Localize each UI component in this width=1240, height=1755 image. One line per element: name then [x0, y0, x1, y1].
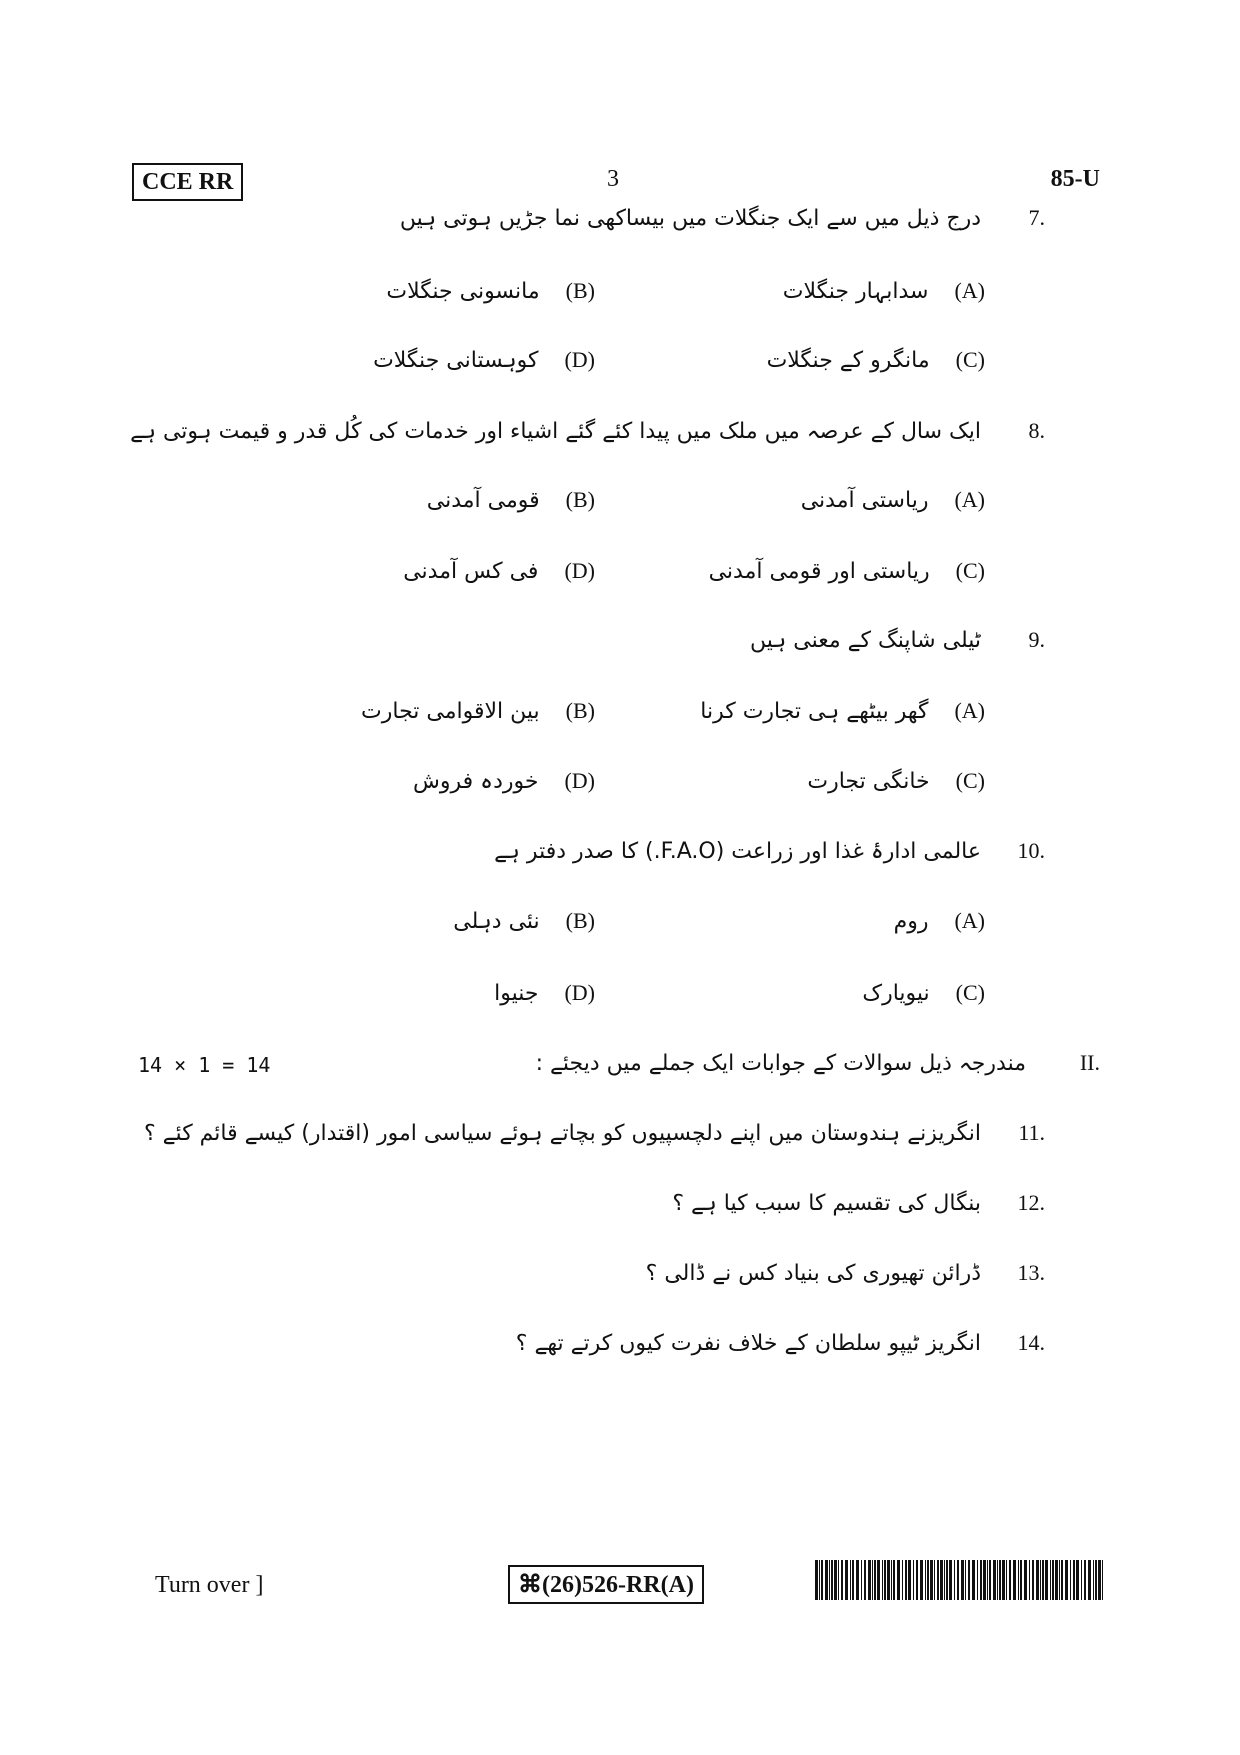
option-label: (C) [955, 347, 985, 372]
option-text: ریاستی آمدنی [800, 488, 929, 513]
option-text: فی کس آمدنی [403, 559, 539, 584]
option-label: (D) [564, 980, 595, 1005]
option-label: (A) [954, 908, 985, 933]
option-b [386, 278, 595, 304]
option-b [453, 908, 595, 934]
option-c [709, 558, 985, 584]
option-label: (D) [564, 558, 595, 583]
question-14 [516, 1330, 1045, 1356]
option-label: (A) [954, 698, 985, 723]
question-text: انگریز ٹیپو سلطان کے خلاف نفرت کیوں کرتے تھے ؟ [515, 1331, 981, 1356]
question-number: 13. [1017, 1260, 1045, 1285]
option-text: قومی آمدنی [426, 488, 540, 513]
option-label: (C) [955, 768, 985, 793]
question-number: 12. [1017, 1190, 1045, 1215]
option-label: (C) [955, 558, 985, 583]
option-b [427, 487, 595, 513]
option-a [801, 487, 985, 513]
question-text: ایک سال کے عرصہ میں ملک میں پیدا کئے گئے اشیاء اور خدمات کی کُل قدر و قیمت ہوتی ہے [130, 419, 981, 444]
option-text: نئی دہلی [453, 909, 540, 934]
question-8 [130, 418, 1045, 444]
option-text: مانگرو کے جنگلات [766, 348, 930, 373]
exam-code-box: CCE RR [132, 163, 243, 201]
question-number: 14. [1017, 1330, 1045, 1355]
paper-code: 85-U [1050, 166, 1100, 192]
turn-over-text: Turn over ] [155, 1572, 264, 1598]
question-number: 10. [1017, 838, 1045, 863]
question-text: درج ذیل میں سے ایک جنگلات میں بیساکھی نما جڑیں ہوتی ہیں [399, 206, 981, 231]
option-text: گھر بیٹھے ہی تجارت کرنا [700, 699, 929, 724]
option-text: کوہستانی جنگلات [373, 348, 539, 373]
option-text: سدابہار جنگلات [782, 279, 929, 304]
question-13 [646, 1260, 1045, 1286]
question-9 [750, 627, 1045, 653]
option-label: (D) [564, 347, 595, 372]
section-instruction: مندرجہ ذیل سوالات کے جوابات ایک جملے میں دیجئے : [535, 1051, 1026, 1076]
option-a [894, 908, 985, 934]
question-text: بنگال کی تقسیم کا سبب کیا ہے ؟ [672, 1191, 981, 1216]
option-text: خوردہ فروش [413, 769, 539, 794]
question-10 [494, 838, 1045, 864]
question-7 [400, 205, 1045, 231]
option-label: (C) [955, 980, 985, 1005]
option-label: (B) [565, 908, 595, 933]
question-text: ٹیلی شاپنگ کے معنی ہیں [750, 628, 981, 653]
option-text: مانسونی جنگلات [386, 279, 540, 304]
option-a [783, 278, 985, 304]
section-marks: 14 × 1 = 14 [138, 1053, 271, 1077]
option-label: (B) [565, 278, 595, 303]
section-number: II. [1079, 1050, 1100, 1075]
option-label: (A) [954, 487, 985, 512]
footer-paper-code: ⌘(26)526-RR(A) [508, 1565, 704, 1604]
option-text: ریاستی اور قومی آمدنی [708, 559, 930, 584]
option-d [373, 347, 595, 373]
option-text: خانگی تجارت [807, 769, 930, 794]
option-a [700, 698, 985, 724]
option-text: بین الاقوامی تجارت [361, 699, 540, 724]
question-text: انگریزنے ہندوستان میں اپنے دلچسپیوں کو بچاتے ہوئے سیاسی امور (اقتدار) کیسے قائم کئے ؟ [144, 1121, 981, 1146]
option-c [862, 980, 985, 1006]
option-text: جنیوا [494, 981, 539, 1006]
question-number: 11. [1018, 1120, 1045, 1145]
option-d [403, 558, 595, 584]
option-c [767, 347, 985, 373]
question-11 [144, 1120, 1045, 1146]
question-text: عالمی ادارۂ غذا اور زراعت (F.A.O.) کا صدر دفتر ہے [494, 839, 981, 864]
option-c [807, 768, 985, 794]
option-label: (D) [564, 768, 595, 793]
page-number: 3 [607, 166, 619, 192]
option-text: نیویارک [862, 981, 930, 1006]
question-number: 7. [1028, 205, 1045, 230]
option-d [494, 980, 595, 1006]
question-number: 8. [1028, 418, 1045, 443]
option-b [361, 698, 595, 724]
question-text: ڈرائن تھیوری کی بنیاد کس نے ڈالی ؟ [645, 1261, 981, 1286]
option-d [413, 768, 595, 794]
barcode-icon [815, 1560, 1105, 1600]
question-number: 9. [1028, 627, 1045, 652]
question-12 [672, 1190, 1045, 1216]
option-label: (B) [565, 487, 595, 512]
section-2-heading [536, 1050, 1100, 1076]
option-label: (A) [954, 278, 985, 303]
option-text: روم [893, 909, 929, 934]
option-label: (B) [565, 698, 595, 723]
